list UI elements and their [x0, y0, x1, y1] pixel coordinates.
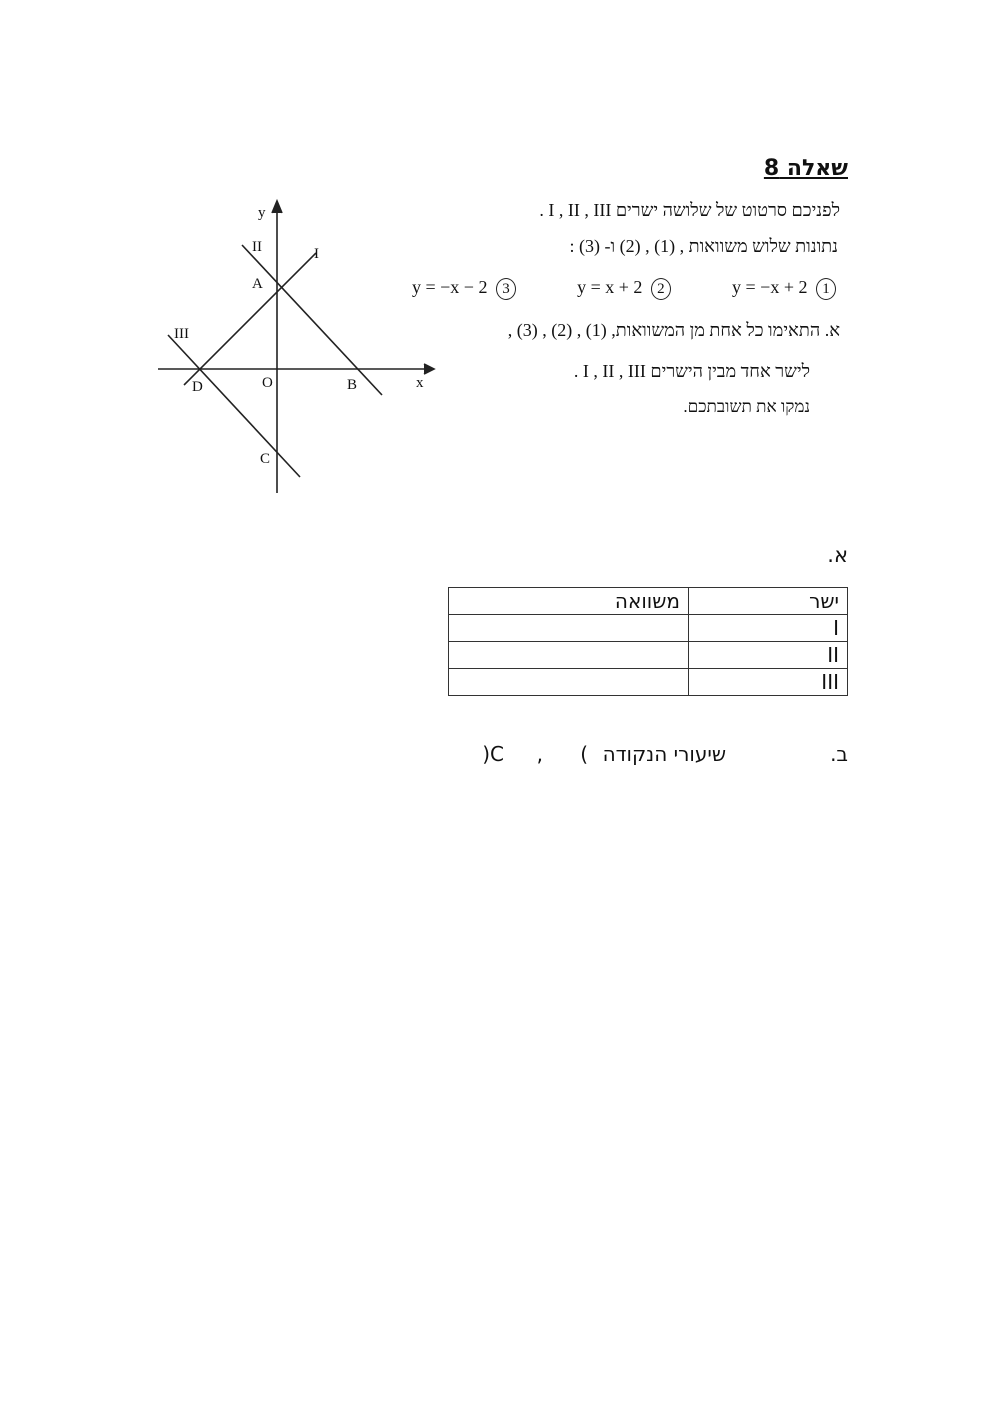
table-row [449, 615, 848, 642]
header-equation: משוואה [449, 588, 689, 615]
line-III [168, 335, 300, 477]
coordinate-graph [150, 195, 450, 505]
line-II-label: II [252, 239, 262, 255]
axis-y-label: y [258, 205, 266, 221]
equation-3-number: 3 [496, 278, 516, 300]
equation-1 [732, 277, 840, 300]
part-b-label: ב. [830, 742, 848, 766]
row-equation-cell[interactable] [449, 669, 689, 696]
answer-table [448, 587, 848, 696]
part-b-close-paren: )C [482, 742, 504, 766]
part-b [468, 742, 848, 772]
line-III-label: III [174, 326, 189, 342]
line-II [242, 245, 382, 395]
task-line-2: לישר אחד מבין הישרים I , II , III . [573, 361, 810, 381]
row-line-label: III [689, 669, 848, 696]
equation-1-expr: y = −x + 2 [732, 277, 808, 297]
table-row [449, 669, 848, 696]
point-B-label: B [347, 377, 358, 393]
equations-row [412, 277, 840, 300]
axis-x-label: x [416, 375, 424, 391]
question-title: שאלה 8 [763, 156, 848, 181]
row-equation-cell[interactable] [449, 615, 689, 642]
part-a-label: א. [827, 543, 848, 567]
part-b-text: שיעורי הנקודה [602, 742, 726, 766]
origin-label: O [262, 375, 273, 391]
intro-line-2: נתונות שלוש משוואות , (1) , (2) ו- (3) : [569, 236, 838, 256]
y-axis-arrow [272, 201, 282, 213]
line-I-label: I [314, 246, 319, 262]
x-axis-arrow [424, 364, 434, 374]
intro-line-1: לפניכם סרטוט של שלושה ישרים I , II , III . [539, 200, 840, 220]
part-b-comma: , [536, 742, 543, 766]
header-line: ישר [689, 588, 848, 615]
equation-2 [577, 277, 675, 300]
point-A-label: A [252, 276, 263, 292]
equation-1-number: 1 [816, 278, 836, 300]
table-row [449, 642, 848, 669]
line-I [184, 253, 316, 385]
row-line-label: II [689, 642, 848, 669]
row-line-label: I [689, 615, 848, 642]
task-line-3: נמקו את תשובתכם. [683, 397, 810, 416]
part-b-open-paren: ( [580, 742, 588, 766]
point-D-label: D [192, 379, 203, 395]
task-line-1: א. התאימו כל אחת מן המשוואות, (1) , (2) , (3) , [507, 320, 840, 340]
row-equation-cell[interactable] [449, 642, 689, 669]
equation-2-expr: y = x + 2 [577, 277, 643, 297]
equation-3-expr: y = −x − 2 [412, 277, 488, 297]
equation-2-number: 2 [651, 278, 671, 300]
table-header-row [449, 588, 848, 615]
point-C-label: C [260, 451, 271, 467]
